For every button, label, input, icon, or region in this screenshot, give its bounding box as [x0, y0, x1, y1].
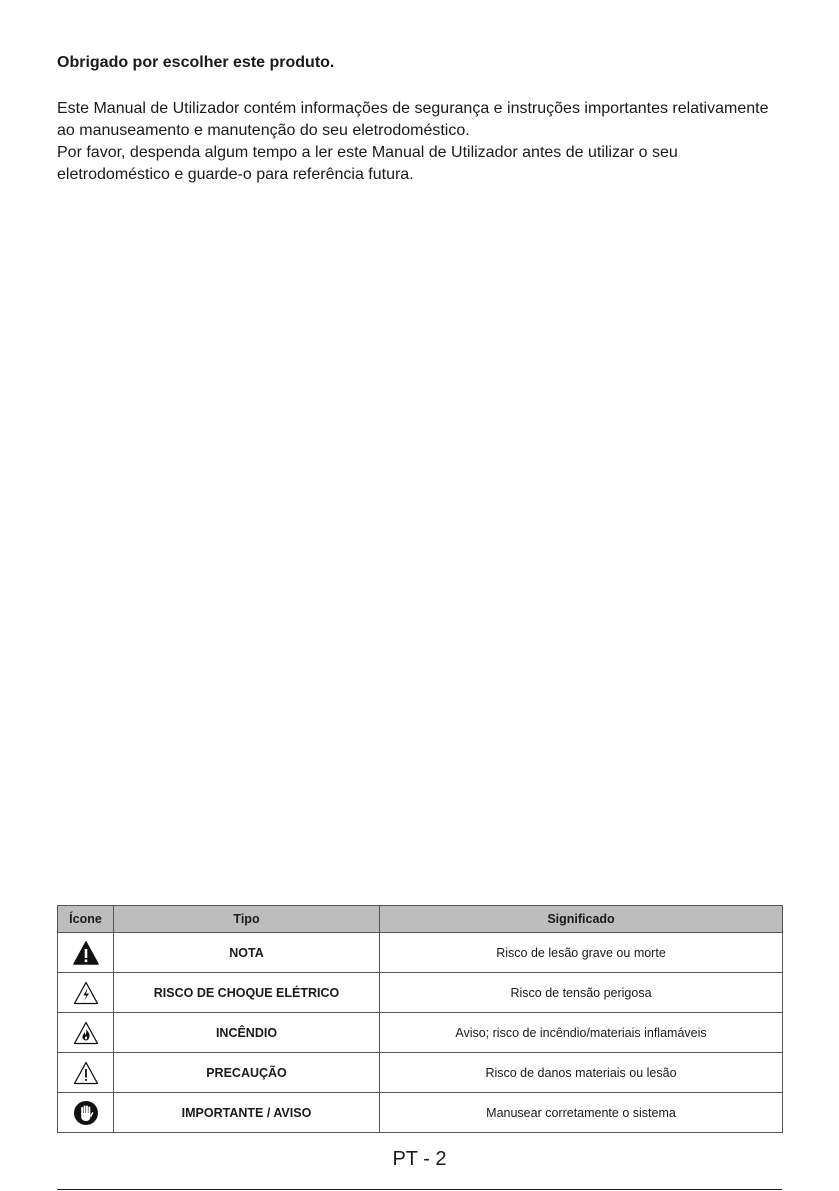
icon-cell — [58, 1053, 114, 1093]
icon-cell — [58, 973, 114, 1013]
table-header-row — [58, 906, 783, 933]
meaning-cell: Manusear corretamente o sistema — [380, 1093, 783, 1133]
type-cell: PRECAUÇÃO — [114, 1053, 380, 1093]
type-cell: IMPORTANTE / AVISO — [114, 1093, 380, 1133]
table-row — [58, 1053, 783, 1093]
meaning-cell: Risco de lesão grave ou morte — [380, 933, 783, 973]
meaning-cell: Risco de tensão perigosa — [380, 973, 783, 1013]
table-row — [58, 933, 783, 973]
table-row — [58, 973, 783, 1013]
meaning-cell: Aviso; risco de incêndio/materiais inflamáveis — [380, 1013, 783, 1053]
warning-filled-icon — [73, 941, 99, 965]
intro-paragraph-2: Por favor, despenda algum tempo a ler este Manual de Utilizador antes de utilizar o seu eletrodoméstico e guarde-o para referência futura. — [57, 144, 678, 183]
table-row — [58, 1093, 783, 1133]
intro-paragraph-1: Este Manual de Utilizador contém informações de segurança e instruções importantes relativamente ao manuseamento e manutenção do seu eletrodoméstico. — [57, 100, 769, 139]
table-row — [58, 1013, 783, 1053]
hand-stop-icon — [73, 1100, 99, 1126]
icon-cell — [58, 933, 114, 973]
intro-text — [57, 98, 787, 186]
page-number: PT - 2 — [392, 1148, 447, 1170]
symbols-table — [57, 905, 783, 1133]
fire-icon — [73, 1021, 99, 1045]
header-meaning: Significado — [380, 906, 783, 933]
type-cell: NOTA — [114, 933, 380, 973]
page-heading: Obrigado por escolher este produto. — [57, 54, 335, 71]
footer-divider — [57, 1189, 782, 1190]
icon-cell — [58, 1093, 114, 1133]
header-icon: Ícone — [58, 906, 114, 933]
icon-cell — [58, 1013, 114, 1053]
meaning-cell: Risco de danos materiais ou lesão — [380, 1053, 783, 1093]
header-type: Tipo — [114, 906, 380, 933]
caution-icon — [73, 1061, 99, 1085]
type-cell: INCÊNDIO — [114, 1013, 380, 1053]
type-cell: RISCO DE CHOQUE ELÉTRICO — [114, 973, 380, 1013]
electric-shock-icon — [73, 981, 99, 1005]
